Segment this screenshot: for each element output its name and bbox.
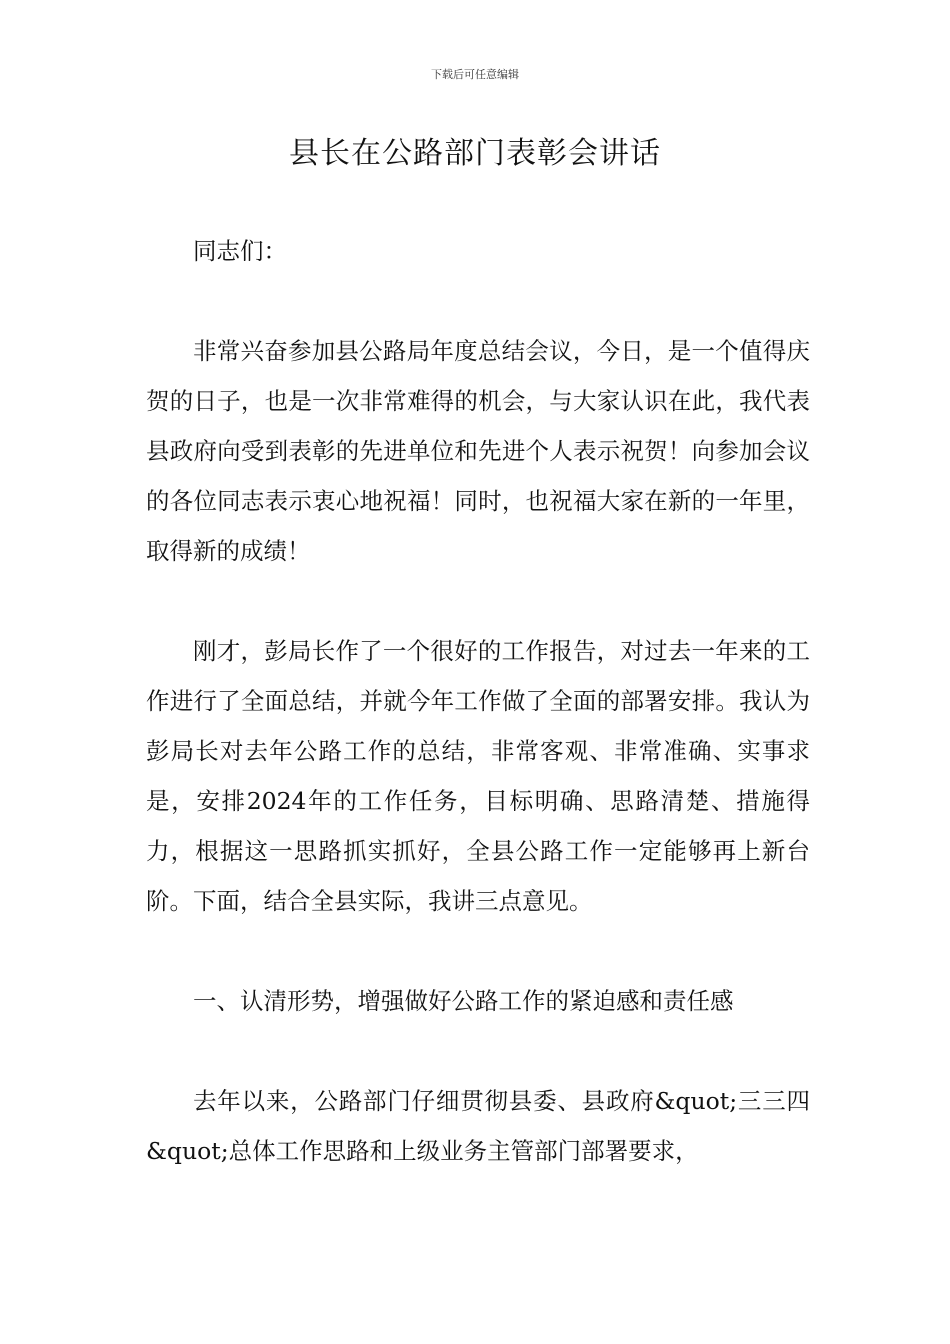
document-title: 县长在公路部门表彰会讲话 xyxy=(289,136,661,171)
salutation-paragraph: 同志们： xyxy=(193,237,287,265)
body-paragraph: 去年以来，公路部门仔细贯彻县委、县政府&quot;三三四&quot;总体工作思路和上级业务主管部门部署要求， xyxy=(146,1087,810,1165)
opening-paragraph: 非常兴奋参加县公路局年度总结会议，今日，是一个值得庆贺的日子，也是一次非常难得的机会，与大家认识在此，我代表县政府向受到表彰的先进单位和先进个人表示祝贺！向参加会议的各位同志表示衷心地祝福！同时，也祝福大家在新的一年里，取得新的成绩！ xyxy=(146,337,810,565)
section-heading: 一、认清形势，增强做好公路工作的紧迫感和责任感 xyxy=(193,987,734,1015)
report-review-paragraph: 刚才，彭局长作了一个很好的工作报告，对过去一年来的工作进行了全面总结，并就今年工作做了全面的部署安排。我认为彭局长对去年公路工作的总结，非常客观、非常准确、实事求是，安排2024年的工作任务，目标明确、思路清楚、措施得力，根据这一思路抓实抓好，全县公路工作一定能够再上新台阶。下面，结合全县实际，我讲三点意见。 xyxy=(146,637,810,915)
document-body xyxy=(146,226,810,1176)
header-note: 下载后可任意编辑 xyxy=(431,68,519,81)
